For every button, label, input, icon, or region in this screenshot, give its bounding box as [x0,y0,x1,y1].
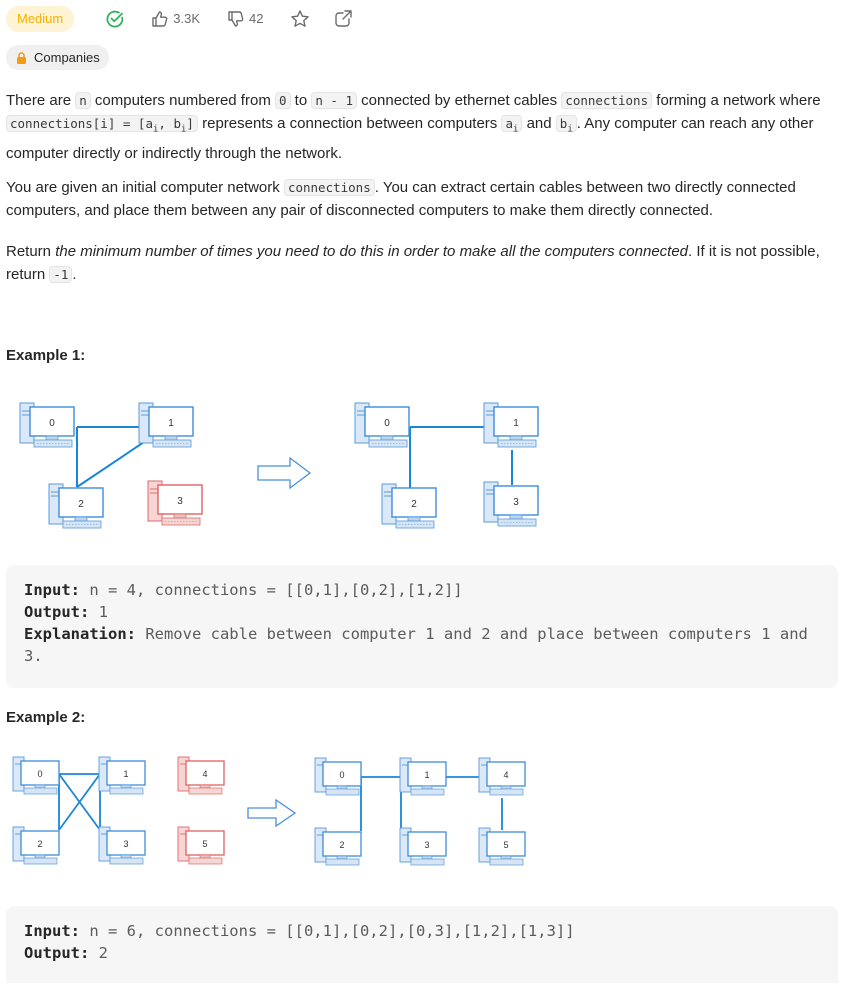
svg-text:2: 2 [339,840,345,850]
computer-node [479,758,525,795]
example-1-figure [0,390,560,540]
computer-node [13,827,59,864]
problem-toolbar [6,5,353,32]
dislike-button[interactable] [227,10,263,28]
svg-text:2: 2 [78,499,84,510]
description-paragraph-3: Return the minimum number of times you need to do this in order to make all the computers connected. If it is not possible, return -1 . [6,243,820,283]
computer-node [315,758,361,795]
computer-node [400,828,446,865]
example-1-title: Example 1: [6,347,86,364]
thumbs-up-icon [151,10,169,28]
companies-label: Companies [34,50,100,65]
computer-node [13,757,59,794]
dislikes-count: 42 [249,11,264,26]
thumbs-down-icon [227,10,245,28]
svg-text:3: 3 [513,497,519,508]
cable [77,438,150,487]
check-circle-icon [105,9,125,29]
code-b-i: $b_i$ [556,115,577,132]
share-icon [334,9,353,28]
arrow-right-icon [258,458,310,488]
svg-text:1: 1 [424,770,430,780]
example-2-figure [0,748,560,873]
share-button[interactable] [334,9,353,28]
computer-node [99,757,145,794]
like-button[interactable] [151,10,200,28]
description-paragraph-2: You are given an initial computer network connections . You can extract certain cables between two directly connected computers, and place them between any pair of disconnected computers to make them directly connected. [6,179,796,219]
likes-count: 3.3K [173,11,200,26]
code-connections: connections [561,92,652,109]
computer-node-disconnected [178,757,224,794]
computer-node [20,403,74,447]
computer-node [139,403,193,447]
lock-icon [16,52,27,64]
svg-text:4: 4 [503,770,509,780]
svg-text:5: 5 [202,839,208,849]
computer-node [315,828,361,865]
code-n: n [75,92,91,109]
svg-text:2: 2 [37,839,43,849]
computer-node [400,758,446,795]
example-2-title: Example 2: [6,709,86,726]
star-icon [290,9,310,29]
svg-text:1: 1 [513,418,519,429]
companies-tag[interactable] [6,45,109,70]
svg-text:3: 3 [177,496,183,507]
svg-text:1: 1 [168,418,174,429]
svg-text:1: 1 [123,769,129,779]
svg-text:0: 0 [384,418,390,429]
code-neg1: -1 [49,266,72,283]
difficulty-badge: Medium [6,6,74,32]
computer-node [484,482,538,526]
code-n-minus-1: n - 1 [311,92,357,109]
example-2-code: Input: n = 6, connections = [[0,1],[0,2],[0,3],[1,2],[1,3]] Output: 2 [6,906,838,983]
favorite-button[interactable] [290,9,310,29]
svg-text:0: 0 [49,418,55,429]
computer-node-disconnected [148,481,202,525]
svg-text:0: 0 [339,770,345,780]
svg-text:0: 0 [37,769,43,779]
svg-text:2: 2 [411,499,417,510]
computer-node [479,828,525,865]
svg-text:3: 3 [424,840,430,850]
computer-node [49,484,103,528]
svg-text:3: 3 [123,839,129,849]
computer-node [355,403,409,447]
computer-node [99,827,145,864]
code-a-i: $a_i$ [501,115,522,132]
description-paragraph-1: There are n computers numbered from 0 to n - 1 connected by ethernet cables connections forming a network where connections[i] = [$a_i$, $b_i$] represents a connection between computers $a_i$ and $b_i$ . Any computer can reach any other computer directly or indirectly through the network. [6,92,821,162]
code-connections-i: connections[i] = [$a_i$, $b_i$] [6,115,198,132]
solved-status [105,9,125,29]
code-connections: connections [284,179,375,196]
svg-text:5: 5 [503,840,509,850]
example-1-code: Input: n = 4, connections = [[0,1],[0,2],[1,2]] Output: 1 Explanation: Remove cable between computer 1 and 2 and place between computers 1 and 3. [6,565,838,688]
computer-node-disconnected [178,827,224,864]
computer-node [382,484,436,528]
code-zero: 0 [275,92,291,109]
svg-text:4: 4 [202,769,208,779]
arrow-right-icon [248,800,295,826]
computer-node [484,403,538,447]
